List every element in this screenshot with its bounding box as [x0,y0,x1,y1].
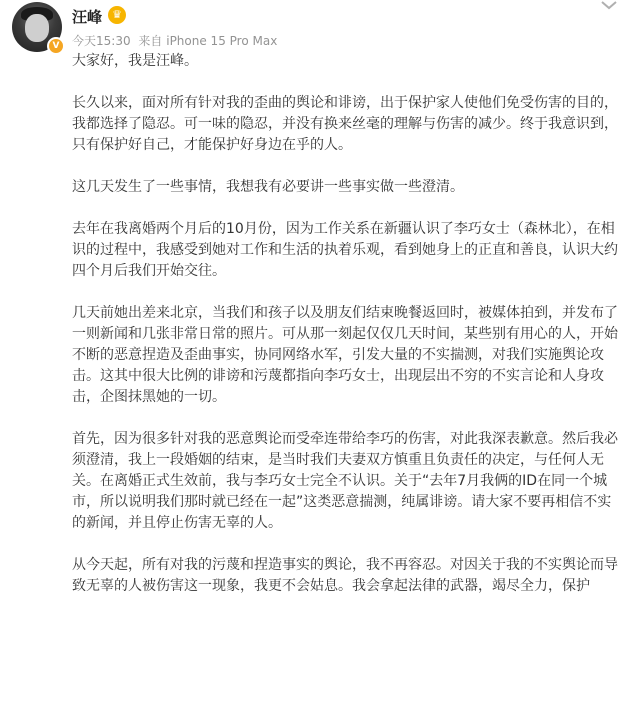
paragraph: 长久以来，面对所有针对我的歪曲的舆论和诽谤，出于保护家人使他们免受伤害的目的，我都选择了隐忍。可一味的隐忍，并没有换来丝毫的理解与伤害的减少。终于我意识到，只有保护好自己，才能保护好身边在乎的人。 [72,95,618,153]
paragraph: 首先，因为很多针对我的恶意舆论而受牵连带给李巧的伤害，对此我深表歉意。然后我必须澄清，我上一段婚姻的结束，是当时我们夫妻双方慎重且负责任的决定，与任何人无关。在离婚正式生效前，我与李巧女士完全不认识。关于“去年7月我俩的ID在同一个城市，所以说明我们那时就已经在一起”这类恶意揣测，纯属诽谤。请大家不要再相信不实的新闻，并且停止伤害无辜的人。 [72,431,618,531]
author-name[interactable]: 汪峰 [72,8,103,26]
post-meta [72,32,281,49]
paragraph: 从今天起，所有对我的污蔑和捏造事实的舆论，我不再容忍。对因关于我的不实舆论而导致无辜的人被伤害这一现象，我更不会姑息。我会拿起法律的武器，竭尽全力，保护 [72,557,618,594]
verified-v-icon: V [47,37,65,55]
post-body [72,51,618,597]
paragraph: 几天前她出差来北京，当我们和孩子以及朋友们结束晚餐返回时，被媒体拍到，并发布了一则新闻和几张非常日常的照片。可从那一刻起仅仅几天时间，某些别有用心的人，开始不断的恶意捏造及歪曲事实，协同网络水军，引发大量的不实揣测，对我们实施舆论攻击。这其中很大比例的诽谤和污蔑都指向李巧女士，出现层出不穷的不实言论和人身攻击，企图抹黑她的一切。 [72,305,618,405]
paragraph: 大家好，我是汪峰。 [72,53,198,69]
post-source[interactable]: 来自 iPhone 15 Pro Max [138,34,278,48]
crown-icon[interactable]: ♛ [108,6,126,24]
paragraph: 这几天发生了一些事情，我想我有必要讲一些事实做一些澄清。 [72,179,464,195]
more-dots-icon[interactable] [598,0,620,12]
post-time: 今天15:30 [72,34,131,48]
post-header [0,0,628,50]
paragraph: 去年在我离婚两个月后的10月份，因为工作关系在新疆认识了李巧女士（森林北），在相识的过程中，我感受到她对工作和生活的执着乐观，看到她身上的正直和善良，认识大约四个月后我们开始交往。 [72,221,618,279]
avatar-face [25,14,49,42]
